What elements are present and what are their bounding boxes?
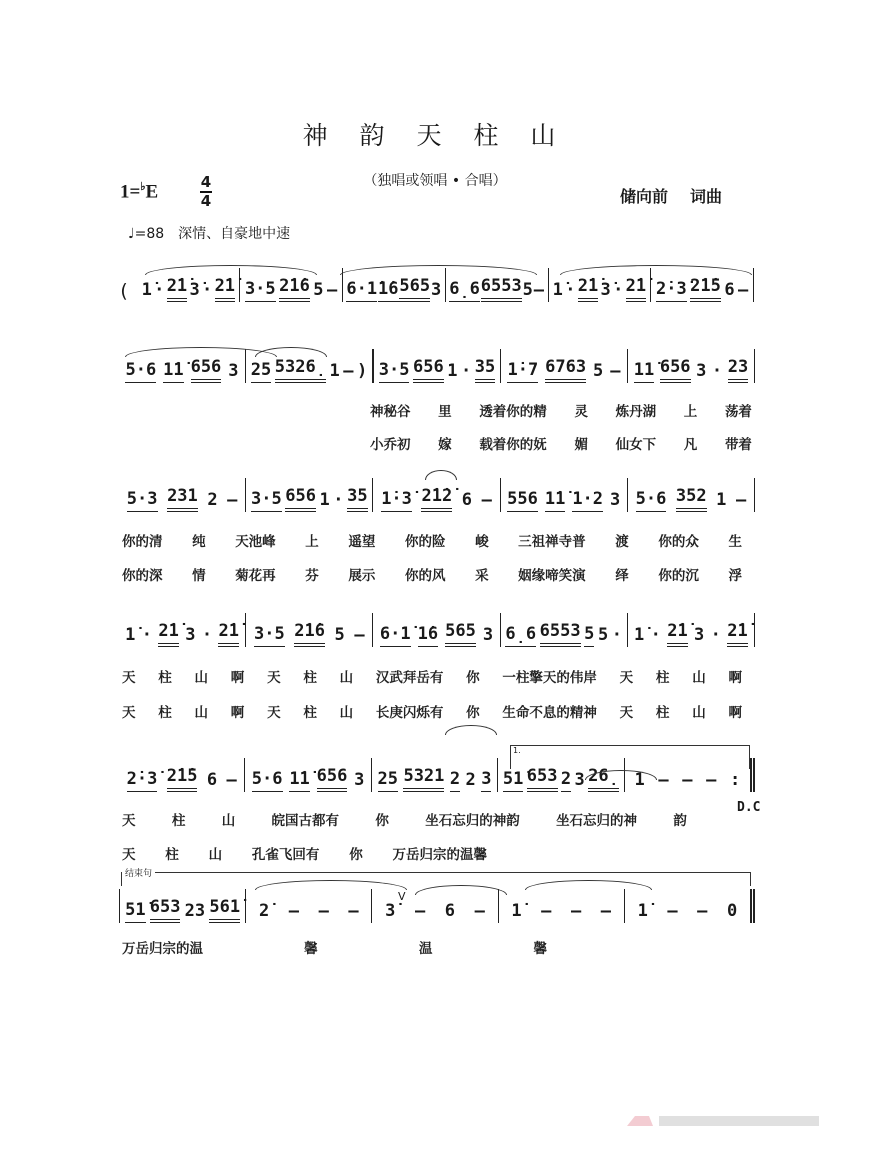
lyric-syllables: 渡 [615, 534, 629, 550]
note-group: – [481, 490, 492, 510]
note-group: – [343, 361, 354, 381]
key-signature [120, 180, 158, 203]
note-group: – [682, 770, 693, 790]
note-group: 3·5 [254, 624, 285, 647]
lyric-syllables: 三祖禅寺普 [518, 534, 586, 550]
note-group: – [226, 770, 237, 790]
note-group: · [613, 280, 624, 300]
note-group: 2̇1̇ [158, 621, 178, 647]
time-top: 4 [200, 173, 212, 191]
note-group: 2̇1̇2̇ [421, 486, 452, 512]
author-name: 储向前 [620, 187, 669, 206]
lyric-syllables: 天 [122, 670, 136, 686]
lyric-syllables: 遥望 [348, 534, 376, 550]
note-group: 6·1̇ [346, 279, 377, 302]
lyric-syllables: 万岳归宗的温 [122, 941, 203, 957]
song-title: 神 韵 天 柱 山 [302, 121, 568, 150]
note-group: 2̇1̇ [218, 621, 238, 647]
lyric-syllables: 啊 [230, 705, 245, 721]
lyric-syllables: 一柱擎天的伟岸 [502, 670, 597, 686]
lyric-syllables: 嫁 [438, 437, 452, 453]
lyric-syllables: 山 [339, 705, 354, 721]
lyric-syllables: 山 [692, 670, 706, 686]
note-group: 656 [191, 357, 222, 383]
note-group: 3·5 [251, 489, 282, 512]
lyric-syllables: 芬 [305, 568, 319, 584]
note-group: – [227, 490, 238, 510]
lyric-syllables: 你的风 [404, 568, 446, 584]
measure [373, 349, 501, 383]
lyric-syllables: 里 [438, 404, 452, 420]
measure [119, 758, 245, 792]
lyrics-verse-1 [122, 666, 742, 686]
time-signature [200, 175, 212, 209]
lyrics-verse-2 [122, 843, 487, 863]
lyrics-verse-2 [122, 701, 742, 721]
lyrics-verse-2 [122, 564, 742, 584]
note-group: 1̇·3̇ [381, 489, 412, 512]
measure [628, 349, 755, 383]
note-group: 26̣ [588, 766, 619, 792]
note-group: – [570, 901, 582, 921]
note-group: 2̇ [258, 901, 270, 921]
lyric-syllables: 生命不息的精神 [502, 705, 597, 721]
note-group: – [738, 280, 749, 300]
note-group: 3̇ [189, 280, 200, 300]
lyric-syllables: 馨 [533, 941, 547, 957]
note-group: 556 [507, 489, 538, 512]
measure [501, 478, 628, 512]
lyric-syllables: 天 [267, 705, 281, 721]
note-group: 2̇1̇ [167, 276, 187, 302]
note-group: 656 [660, 357, 691, 383]
note-group: 2̇1̇ [578, 276, 598, 302]
key-note: E [145, 181, 159, 203]
lyric-syllables: 你的险 [404, 534, 446, 550]
note-group: 6763 [545, 357, 586, 383]
note-group: – [658, 770, 669, 790]
lyric-syllables: 柱 [303, 670, 317, 686]
note-group: 1̇ [633, 625, 645, 645]
lyric-syllables: 山 [194, 705, 209, 721]
note-group: 653 [527, 766, 558, 792]
note-group: 1 [634, 770, 645, 790]
note-group: 2̇1̇ [215, 276, 235, 302]
lyric-syllables: 坐石忘归的神韵 [425, 813, 520, 829]
note-group: 2̇·3̇ [656, 279, 687, 302]
lyric-syllables: 峻 [475, 534, 489, 550]
note-group: · [565, 280, 576, 300]
lyric-syllables: 你 [375, 813, 389, 829]
note-group: 1 [319, 490, 330, 510]
note-group: 352 [676, 486, 707, 512]
lyric-syllables: 你 [466, 670, 480, 686]
lyric-syllables: 长庚闪烁有 [375, 705, 444, 721]
note-group: 35 [475, 357, 495, 383]
note-group: 5 [593, 361, 604, 381]
measure [373, 613, 500, 647]
slur-mark [425, 470, 457, 480]
slur-mark [145, 265, 317, 275]
note-group: 35 [347, 486, 367, 512]
note-group: 2̇1̇6 [279, 276, 310, 302]
measure [246, 613, 373, 647]
note-group: 3 [694, 625, 705, 645]
lyric-syllables: 天 [122, 705, 136, 721]
note-group: 1̇·7 [507, 360, 538, 383]
note-group: 25 [251, 360, 271, 383]
measure [119, 889, 246, 923]
lyric-syllables: 柱 [303, 705, 317, 721]
lyric-syllables: 姻缘啼笑演 [518, 568, 586, 584]
note-group: 5 [584, 624, 594, 647]
note-group: 5 [334, 625, 345, 645]
measure [625, 889, 755, 923]
lyric-syllables: 山 [221, 813, 236, 829]
lyric-syllables: 情 [192, 568, 206, 584]
lyric-syllables: 孔雀飞回有 [251, 847, 320, 863]
lyric-syllables: 浮 [728, 568, 742, 584]
volta-label: 1. [513, 746, 521, 755]
tempo-value: ♩=88 [128, 226, 165, 242]
note-group: 2 [465, 770, 476, 790]
note-group: 6̣6 [449, 279, 480, 302]
note-group: 1̇ [511, 901, 522, 921]
note-group: 5 [522, 280, 533, 300]
lyric-syllables: 你的深 [122, 568, 163, 584]
note-group: 6·1̇ [380, 624, 411, 647]
lyrics-verse-1 [122, 809, 687, 829]
lyric-syllables: 皖国古都有 [271, 813, 340, 829]
measure [246, 478, 373, 512]
measure [499, 889, 625, 923]
lyric-syllables: 你的众 [658, 534, 699, 550]
note-group: · [710, 625, 721, 645]
time-bottom: 4 [200, 192, 212, 210]
da-capo-mark: D.C [737, 800, 761, 815]
note-group: 6 [444, 901, 456, 921]
notation-row [118, 758, 755, 792]
note-group: · [333, 490, 344, 510]
slur-mark [445, 725, 497, 735]
lyric-syllables: 菊花再 [235, 568, 276, 584]
expression-text: 深情、自豪地中速 [178, 226, 291, 242]
note-group: 5 [313, 280, 324, 300]
note-group: 0 [726, 901, 738, 921]
repeat-parenthesis: ( [118, 280, 130, 302]
lyrics-verse-1 [122, 530, 742, 550]
lyric-syllables: 你 [466, 705, 480, 721]
note-group: 5·6 [636, 489, 667, 512]
note-group: 565 [445, 621, 476, 647]
note-group: – [354, 625, 365, 645]
tempo-marking [128, 223, 290, 243]
lyric-syllables: 媚 [574, 437, 588, 453]
lyric-syllables: 汉武拜岳有 [375, 670, 444, 686]
lyric-syllables: 啊 [728, 670, 742, 686]
note-group: 231 [167, 486, 198, 512]
note-group: 11̇ [634, 360, 654, 383]
author-credit [620, 184, 722, 207]
note-group: 23 [184, 901, 206, 921]
lyric-syllables: 柱 [158, 670, 172, 686]
note-group: 2 [450, 769, 460, 792]
note-group: 656 [285, 486, 316, 512]
lyric-syllables: 柱 [655, 670, 670, 686]
flat-sign: ♭ [140, 181, 146, 193]
note-group: 2̇1̇ [626, 276, 646, 302]
note-group: 51̇ [503, 769, 523, 792]
measure [119, 478, 246, 512]
lyric-syllables: 上 [305, 534, 319, 550]
lyrics-verse-1 [122, 937, 547, 957]
lyric-syllables: 炼丹湖 [615, 404, 657, 420]
lyric-syllables: 你的沉 [658, 568, 699, 584]
lyric-syllables: 啊 [728, 705, 742, 721]
note-group: · [460, 361, 472, 381]
note-group: – [610, 361, 621, 381]
note-group: – [735, 490, 747, 510]
note-group: · [711, 361, 723, 381]
note-group: 6553 [481, 276, 522, 302]
note-group: 1̇ [552, 280, 563, 300]
note-group: 3 [228, 361, 239, 381]
note-group: 2 [561, 769, 571, 792]
note-group: – [706, 770, 717, 790]
note-group: – [326, 280, 338, 300]
note-group: – [414, 901, 426, 921]
note-group: 2̇1̇6 [294, 621, 325, 647]
note-group: 3 [431, 280, 442, 300]
lyric-syllables: 韵 [673, 813, 687, 829]
note-group: 6 [461, 490, 472, 510]
note-group: 1̇ [125, 625, 136, 645]
note-group: – [600, 901, 612, 921]
ending-bracket [121, 869, 751, 886]
lyric-syllables: 天 [619, 670, 634, 686]
note-group: · [141, 625, 153, 645]
note-group: 23 [728, 357, 748, 383]
note-group: 1̇6 [418, 624, 438, 647]
note-group: 5 [597, 625, 609, 645]
lyric-syllables: 透着你的精 [479, 404, 547, 420]
note-group: 2̇1̇5 [690, 276, 721, 302]
lyric-syllables: 山 [194, 670, 209, 686]
note-group: 3 [610, 490, 621, 510]
lyric-syllables: 仙女下 [615, 437, 657, 453]
lyric-syllables: 馨 [304, 941, 318, 957]
note-group: 3 [574, 770, 585, 790]
note-group: 3 [481, 769, 491, 792]
note-group: 1 [716, 490, 727, 510]
note-group: 656 [413, 357, 444, 383]
note-group: – [318, 901, 329, 921]
lyric-syllables: 温 [418, 941, 433, 957]
note-group: 3 [185, 625, 196, 645]
measure [373, 478, 500, 512]
lyric-syllables: 你的清 [122, 534, 163, 550]
note-group: 1·2 [572, 489, 603, 512]
note-group: 656 [317, 766, 348, 792]
lyric-syllables: 山 [692, 705, 706, 721]
note-group: · [154, 280, 165, 300]
notation-row [118, 613, 755, 647]
note-group: 3̇ [600, 280, 611, 300]
lyric-syllables: 啊 [230, 670, 245, 686]
lyric-syllables: 天 [122, 847, 136, 863]
notation-row [118, 478, 755, 512]
slur-mark [340, 265, 537, 275]
author-role: 词曲 [690, 187, 723, 206]
lyric-syllables: 上 [683, 404, 698, 420]
note-group: – [288, 901, 300, 921]
note-group: 1̇1̇ [545, 489, 565, 512]
note-group: 5·6 [125, 360, 156, 383]
note-group: · [202, 280, 213, 300]
lyric-syllables: 带着 [724, 437, 752, 453]
note-group: 5326̣ [275, 357, 326, 383]
note-group: 25 [378, 769, 398, 792]
note-group: 1̇1̇ [163, 360, 183, 383]
measure [628, 613, 755, 647]
note-group: · [650, 625, 661, 645]
lyric-syllables: 神秘谷 [370, 404, 411, 420]
lyric-syllables: 山 [339, 670, 354, 686]
lyric-syllables: 万岳归宗的温馨 [392, 847, 487, 863]
note-group: 565 [399, 276, 430, 302]
note-group: 2̇1̇5 [167, 766, 198, 792]
note-group: 3 [696, 361, 707, 381]
measure [245, 758, 371, 792]
lyric-syllables: 生 [728, 534, 742, 550]
note-group: 1̇6 [378, 279, 398, 302]
note-group: 1̇1̇ [289, 769, 309, 792]
measure [628, 478, 755, 512]
key-prefix: 1= [120, 181, 141, 203]
lyric-syllables: 小乔初 [370, 437, 411, 453]
note-group: 2̇·3̇ [127, 769, 158, 792]
note-group: : [729, 770, 741, 790]
lyrics-verse-2 [370, 433, 752, 453]
slur-mark [560, 265, 752, 275]
note-group: 3·5 [379, 360, 410, 383]
note-group: 2 [207, 490, 218, 510]
note-group: 1̇ [637, 901, 648, 921]
note-group: 5·6 [252, 769, 283, 792]
lyric-syllables: 天 [267, 670, 281, 686]
note-group: 5·3 [127, 489, 158, 512]
note-group: 653 [150, 897, 181, 923]
note-group: 3 [354, 770, 365, 790]
lyric-syllables: 坐石忘归的神 [556, 813, 638, 829]
performance-note: （独唱或领唱 • 合唱） [363, 173, 507, 189]
note-group: – [474, 901, 485, 921]
lyric-syllables: 天 [122, 813, 136, 829]
measure [501, 613, 628, 647]
ending-label: 结束句 [122, 869, 155, 879]
lyric-syllables: 天池峰 [235, 534, 276, 550]
measure [501, 349, 628, 383]
measure [246, 889, 372, 923]
note-group: 2̇1̇ [727, 621, 747, 647]
note-group: 6553 [540, 621, 581, 647]
note-group: 3̇ [385, 901, 396, 921]
lyric-syllables: 灵 [574, 404, 588, 420]
note-group: 1 [447, 361, 458, 381]
note-group: – [348, 901, 359, 921]
note-group: – [541, 901, 552, 921]
note-group: 3·5 [245, 279, 276, 302]
lyric-syllables: 柱 [165, 847, 179, 863]
slur-mark [415, 885, 507, 895]
lyric-syllables: 你 [349, 847, 363, 863]
lyric-syllables: 柱 [171, 813, 186, 829]
note-group: 5321 [403, 766, 444, 792]
measure [372, 758, 498, 792]
note-group: 3 [482, 625, 494, 645]
lyric-syllables: 载着你的妩 [479, 437, 547, 453]
measure [119, 613, 246, 647]
note-group: 561̇ [209, 897, 240, 923]
lyric-syllables: 山 [208, 847, 223, 863]
note-group: 51̇ [125, 900, 145, 923]
lyric-syllables: 采 [475, 568, 489, 584]
lyric-syllables: 柱 [655, 705, 670, 721]
note-group: ) [356, 361, 368, 381]
lyric-syllables: 展示 [348, 568, 376, 584]
note-group: 1 [329, 361, 340, 381]
breath-mark: V [398, 890, 406, 903]
note-group: 6 [724, 280, 735, 300]
note-group: – [697, 901, 708, 921]
note-group: 6 [206, 770, 218, 790]
lyrics-verse-1 [370, 400, 752, 420]
note-group: 1̇ [141, 280, 152, 300]
lyric-syllables: 天 [619, 705, 634, 721]
lyric-syllables: 荡着 [724, 404, 752, 420]
note-group: 6̣6 [505, 624, 536, 647]
lyric-syllables: 绎 [615, 568, 629, 584]
watermark-logo [625, 1108, 825, 1128]
note-group: – [533, 280, 545, 300]
note-group: · [611, 625, 622, 645]
lyric-syllables: 柱 [158, 705, 172, 721]
lyric-syllables: 纯 [192, 534, 206, 550]
note-group: 2̇1̇ [667, 621, 687, 647]
note-group: – [667, 901, 678, 921]
note-group: · [201, 625, 213, 645]
lyric-syllables: 凡 [683, 437, 698, 453]
